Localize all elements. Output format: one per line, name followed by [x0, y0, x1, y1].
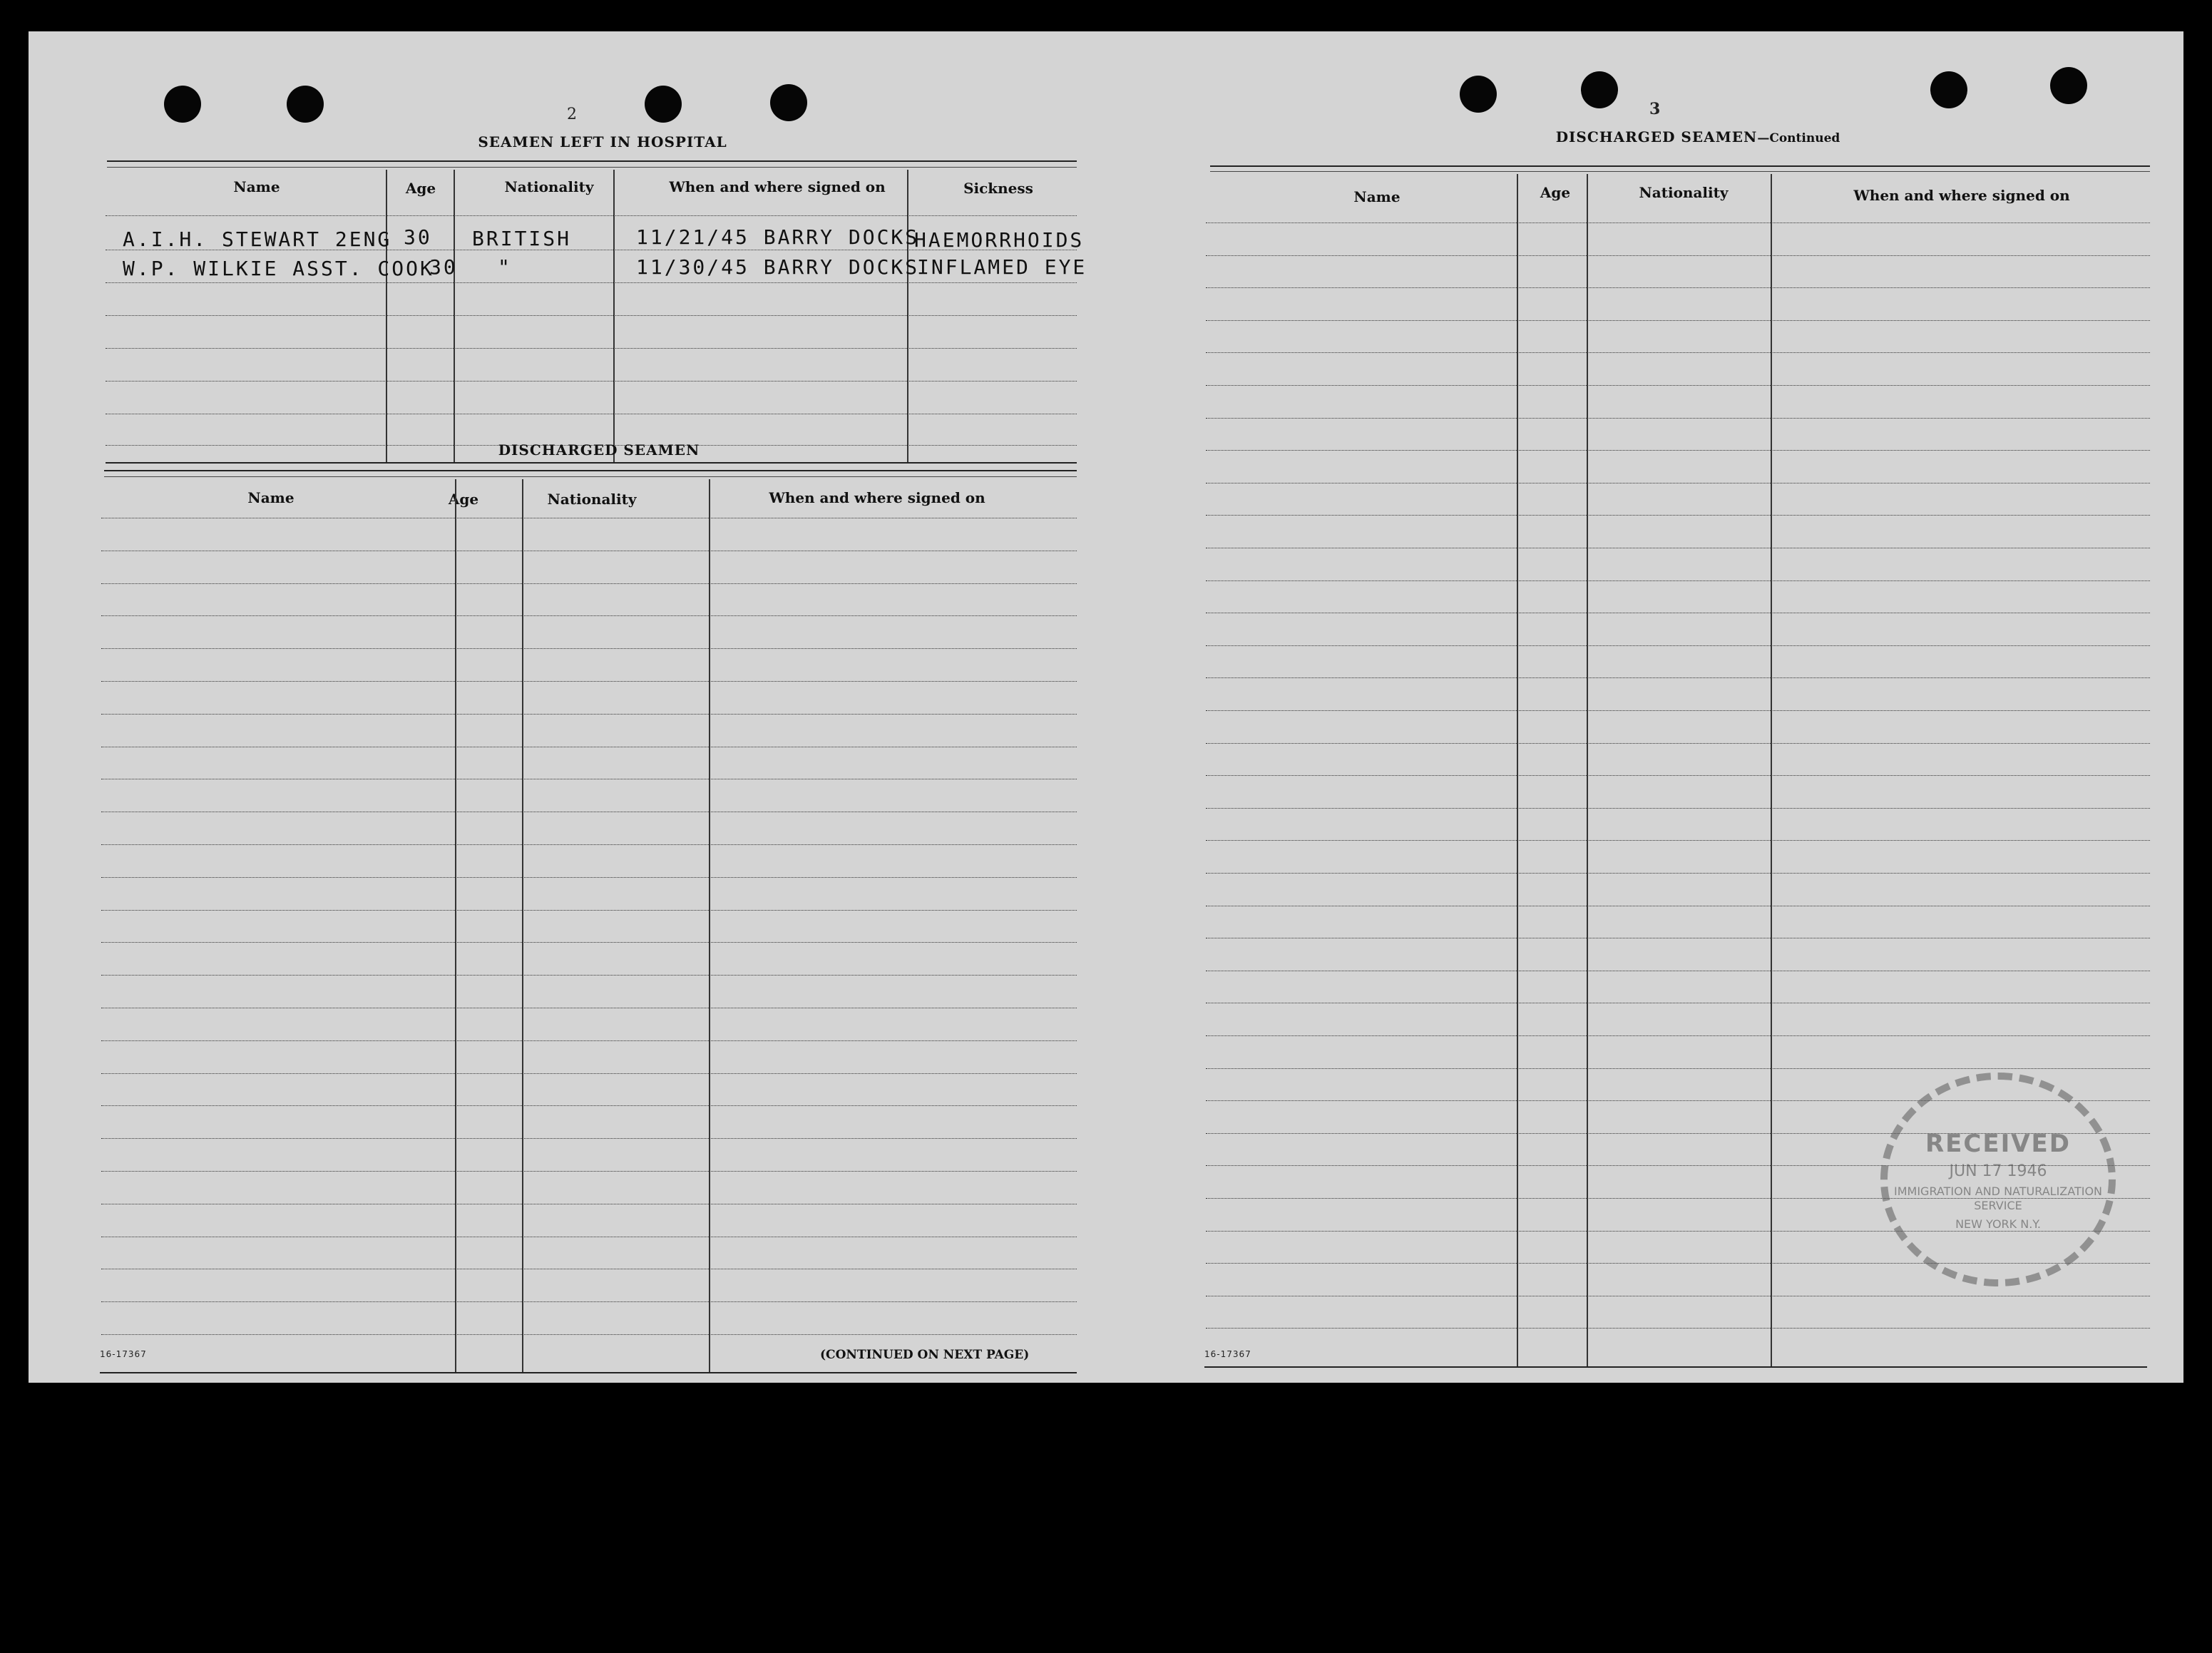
column-header-nationality: Nationality — [504, 178, 594, 195]
table-row-line — [101, 1040, 1077, 1041]
form-number: 16-17367 — [1204, 1349, 1251, 1359]
table-row-line — [1206, 418, 2150, 419]
seaman-age: 30 — [404, 225, 432, 249]
table-row-line — [101, 910, 1077, 911]
column-divider — [613, 170, 615, 462]
table-row-line — [1206, 580, 2150, 581]
punch-hole — [287, 86, 324, 123]
column-divider — [454, 170, 455, 462]
column-divider — [455, 479, 456, 1372]
table-row-line — [101, 844, 1077, 845]
seaman-age: 30 — [429, 255, 458, 279]
table-row-line — [106, 348, 1077, 349]
table-row-line — [1206, 808, 2150, 809]
table-row-line — [101, 1073, 1077, 1074]
stamp-line: IMMIGRATION AND NATURALIZATION SERVICE — [1894, 1184, 2102, 1212]
punch-hole — [770, 84, 807, 121]
punch-hole — [1930, 71, 1967, 108]
table-row-line — [101, 975, 1077, 976]
column-header-name: Name — [247, 489, 295, 506]
table-row-line — [101, 648, 1077, 649]
punch-hole — [1460, 76, 1497, 113]
table-row-line — [1206, 1068, 2150, 1069]
column-header-name: Name — [1353, 188, 1401, 205]
column-divider — [522, 479, 523, 1372]
table-row-line — [101, 1334, 1077, 1335]
punch-hole — [645, 86, 682, 123]
column-header-age: Age — [1540, 184, 1571, 201]
column-divider — [386, 170, 387, 462]
table-row-line — [106, 315, 1077, 316]
column-header-nationality: Nationality — [1639, 184, 1729, 201]
column-header-nationality: Nationality — [547, 491, 637, 508]
punch-hole — [2050, 67, 2087, 104]
table-row-line — [101, 681, 1077, 682]
table-bottom-rule — [1204, 1366, 2147, 1368]
table-row-line — [1206, 840, 2150, 841]
stamp-date: JUN 17 1946 — [1949, 1162, 2047, 1180]
column-header-sickness: Sickness — [963, 180, 1033, 197]
header-rule — [107, 160, 1077, 162]
discharged-section-title: DISCHARGED SEAMEN — [498, 441, 700, 459]
table-row-line — [1206, 710, 2150, 711]
punch-hole — [164, 86, 201, 123]
table-row-line — [101, 583, 1077, 584]
column-divider — [709, 479, 710, 1372]
table-row-line — [1206, 320, 2150, 321]
seaman-nationality: " — [498, 255, 512, 279]
document-sheet — [29, 31, 2183, 1383]
table-row-line — [106, 282, 1077, 283]
table-row-line — [1206, 645, 2150, 646]
table-bottom-rule — [106, 462, 1077, 464]
seaman-nationality: BRITISH — [472, 227, 572, 250]
punch-hole — [1581, 71, 1618, 108]
table-row-line — [1206, 1035, 2150, 1036]
column-header-age: Age — [448, 491, 479, 508]
right-page — [1106, 31, 2183, 1383]
table-row-line — [1206, 255, 2150, 256]
page-number: 2 — [567, 106, 577, 123]
seaman-signed-on: 11/21/45 BARRY DOCKS — [636, 225, 920, 249]
table-row-line — [1206, 287, 2150, 288]
table-row-line — [101, 1105, 1077, 1106]
table-row-line — [1206, 222, 2150, 223]
table-row-line — [1206, 743, 2150, 744]
stamp-line: RECEIVED — [1925, 1130, 2071, 1158]
table-row-line — [1206, 1328, 2150, 1329]
table-row-line — [1206, 775, 2150, 776]
table-row-line — [101, 1301, 1077, 1302]
left-page — [29, 31, 1106, 1383]
column-divider — [907, 170, 908, 462]
header-rule — [1210, 165, 2150, 167]
table-row-line — [101, 1138, 1077, 1139]
seaman-name: W.P. WILKIE ASST. COOK — [123, 257, 434, 280]
column-header-signed-on: When and where signed on — [769, 489, 985, 506]
table-row-line — [101, 615, 1077, 616]
form-number: 16-17367 — [100, 1349, 147, 1359]
table-row-line — [101, 877, 1077, 878]
column-header-signed-on: When and where signed on — [669, 178, 886, 195]
table-row-line — [1206, 352, 2150, 353]
table-row-line — [1206, 677, 2150, 678]
seaman-sickness: HAEMORRHOIDS — [914, 228, 1085, 252]
stamp-line: NEW YORK N.Y. — [1955, 1217, 2041, 1231]
header-rule — [104, 470, 1077, 471]
table-row-line — [101, 714, 1077, 715]
header-rule — [104, 476, 1077, 477]
table-row-line — [1206, 385, 2150, 386]
table-row-line — [101, 1171, 1077, 1172]
header-rule — [1210, 171, 2150, 172]
column-header-signed-on: When and where signed on — [1853, 187, 2070, 204]
table-row-line — [1206, 515, 2150, 516]
seaman-signed-on: 11/30/45 BARRY DOCKS — [636, 255, 920, 279]
page-number: 3 — [1649, 100, 1661, 118]
discharged-continued-title — [1477, 128, 1919, 145]
continued-note: (CONTINUED ON NEXT PAGE) — [820, 1348, 1030, 1362]
seaman-sickness: INFLAMED EYE — [917, 255, 1087, 279]
table-row-line — [1206, 873, 2150, 874]
column-header-age: Age — [405, 180, 436, 197]
header-rule — [107, 167, 1077, 168]
table-row-line — [106, 215, 1077, 216]
table-row-line — [106, 381, 1077, 382]
title-main: DISCHARGED SEAMEN — [1555, 128, 1758, 145]
received-stamp — [1880, 1073, 2116, 1286]
title-suffix: —Continued — [1757, 131, 1840, 145]
seaman-name: A.I.H. STEWART 2ENG — [123, 227, 392, 251]
table-row-line — [101, 942, 1077, 943]
table-bottom-rule — [100, 1372, 1077, 1373]
hospital-section-title: SEAMEN LEFT IN HOSPITAL — [478, 133, 727, 150]
column-header-name: Name — [233, 178, 280, 195]
table-row-line — [1206, 450, 2150, 451]
